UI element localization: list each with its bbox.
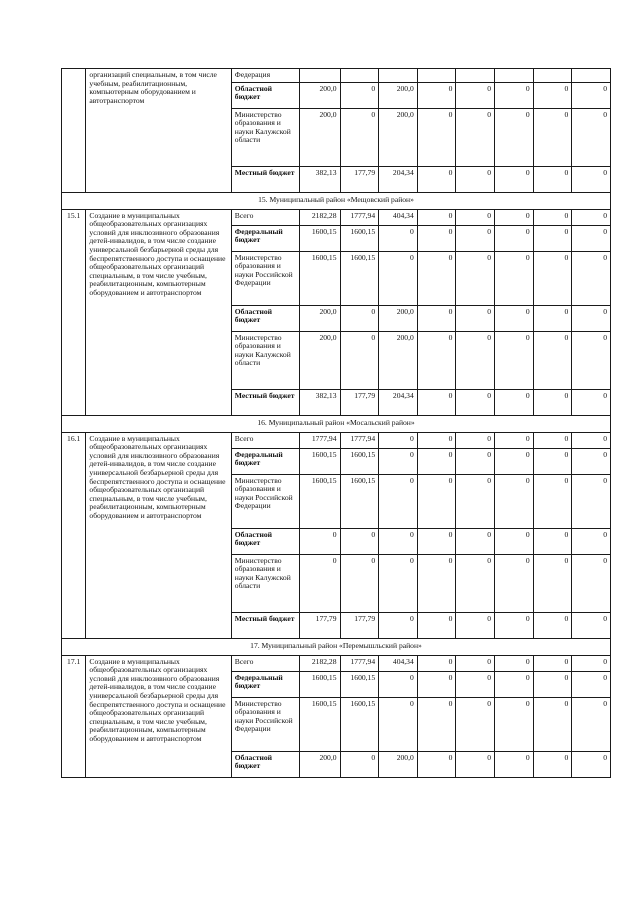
funding-source-label: Федеральный бюджет bbox=[234, 226, 283, 245]
amount-cell: 177,79 bbox=[340, 612, 379, 638]
amount-cell: 0 bbox=[456, 108, 495, 166]
district-header-row bbox=[62, 638, 611, 655]
amount-cell: 0 bbox=[456, 474, 495, 528]
amount-cell: 1600,15 bbox=[299, 671, 340, 697]
item-description: Создание в муниципальных общеобразовательных организациях условий для инклюзивного образования детей-инвалидов, в том числе создание универсальной безбарьерной среды для беспрепятственного доступа и оснащение общеобразовательных организаций специальным, в том числе учебным, реабилитационным, компьютерным оборудованием и автотранспортом bbox=[89, 656, 226, 743]
amount-cell: 0 bbox=[340, 108, 379, 166]
amount-cell: 204,34 bbox=[379, 166, 418, 192]
amount-cell: 0 bbox=[572, 554, 611, 612]
funding-source-label: Всего bbox=[234, 433, 254, 443]
amount-cell: 200,0 bbox=[379, 108, 418, 166]
amount-cell: 2182,28 bbox=[299, 209, 340, 225]
funding-source-cell bbox=[231, 331, 299, 389]
amount-cell: 0 bbox=[495, 655, 534, 671]
amount-cell: 200,0 bbox=[299, 751, 340, 777]
amount-cell: 0 bbox=[379, 225, 418, 251]
amount-cell: 0 bbox=[417, 554, 456, 612]
table-row bbox=[62, 432, 611, 448]
amount-cell: 0 bbox=[417, 209, 456, 225]
amount-cell: 200,0 bbox=[299, 108, 340, 166]
amount-cell: 0 bbox=[533, 751, 572, 777]
funding-source-cell bbox=[231, 108, 299, 166]
funding-source-cell bbox=[231, 69, 299, 83]
funding-source-cell bbox=[231, 432, 299, 448]
amount-cell bbox=[495, 69, 534, 83]
amount-cell: 200,0 bbox=[379, 305, 418, 331]
funding-source-label: Местный бюджет bbox=[234, 390, 295, 400]
amount-cell: 0 bbox=[456, 554, 495, 612]
district-title: 17. Муниципальный район «Перемышльский район» bbox=[62, 638, 611, 655]
item-description: Создание в муниципальных общеобразовательных организациях условий для инклюзивного образования детей-инвалидов, в том числе создание универсальной безбарьерной среды для беспрепятственного доступа и оснащение общеобразовательных организаций специальным, в том числе учебным, реабилитационным, компьютерным оборудованием и автотранспортом bbox=[89, 433, 226, 520]
funding-source-cell bbox=[231, 209, 299, 225]
amount-cell: 0 bbox=[572, 474, 611, 528]
amount-cell: 0 bbox=[495, 166, 534, 192]
amount-cell: 177,79 bbox=[340, 389, 379, 415]
amount-cell: 0 bbox=[456, 225, 495, 251]
funding-source-cell bbox=[231, 82, 299, 108]
amount-cell: 0 bbox=[417, 225, 456, 251]
funding-source-label: Федеральный бюджет bbox=[234, 672, 283, 691]
amount-cell: 0 bbox=[495, 389, 534, 415]
amount-cell: 0 bbox=[533, 166, 572, 192]
amount-cell: 200,0 bbox=[299, 305, 340, 331]
amount-cell: 0 bbox=[379, 474, 418, 528]
funding-source-label: Местный бюджет bbox=[234, 613, 295, 623]
funding-source-label: Всего bbox=[234, 210, 254, 220]
amount-cell: 0 bbox=[456, 209, 495, 225]
amount-cell: 0 bbox=[533, 225, 572, 251]
amount-cell: 1600,15 bbox=[299, 225, 340, 251]
amount-cell: 0 bbox=[379, 251, 418, 305]
funding-source-cell bbox=[231, 655, 299, 671]
amount-cell: 177,79 bbox=[299, 612, 340, 638]
item-description: организаций специальным, в том числе учебным, реабилитационным, компьютерным оборудованием и автотранспортом bbox=[89, 70, 217, 105]
funding-source-cell bbox=[231, 751, 299, 777]
amount-cell: 0 bbox=[572, 331, 611, 389]
amount-cell: 0 bbox=[340, 554, 379, 612]
amount-cell: 0 bbox=[417, 655, 456, 671]
amount-cell: 0 bbox=[495, 528, 534, 554]
amount-cell: 0 bbox=[456, 697, 495, 751]
amount-cell: 0 bbox=[417, 331, 456, 389]
amount-cell: 0 bbox=[572, 671, 611, 697]
amount-cell: 0 bbox=[495, 82, 534, 108]
item-number-cell bbox=[62, 69, 86, 193]
item-description-cell bbox=[86, 69, 231, 193]
amount-cell: 0 bbox=[495, 697, 534, 751]
funding-source-cell bbox=[231, 474, 299, 528]
amount-cell: 0 bbox=[299, 554, 340, 612]
amount-cell: 0 bbox=[456, 432, 495, 448]
amount-cell: 0 bbox=[533, 209, 572, 225]
funding-source-label: Областной бюджет bbox=[234, 752, 272, 771]
amount-cell: 0 bbox=[533, 432, 572, 448]
amount-cell: 0 bbox=[417, 612, 456, 638]
amount-cell: 0 bbox=[572, 251, 611, 305]
amount-cell: 0 bbox=[340, 82, 379, 108]
amount-cell: 0 bbox=[379, 554, 418, 612]
amount-cell: 0 bbox=[495, 751, 534, 777]
amount-cell: 0 bbox=[417, 82, 456, 108]
amount-cell: 200,0 bbox=[299, 331, 340, 389]
amount-cell: 404,34 bbox=[379, 209, 418, 225]
funding-source-cell bbox=[231, 389, 299, 415]
amount-cell: 0 bbox=[495, 225, 534, 251]
funding-source-label: Министерство образования и науки Калужской области bbox=[234, 555, 291, 591]
funding-source-cell bbox=[231, 671, 299, 697]
amount-cell: 1600,15 bbox=[299, 448, 340, 474]
amount-cell: 200,0 bbox=[379, 331, 418, 389]
amount-cell: 0 bbox=[379, 612, 418, 638]
funding-source-label: Местный бюджет bbox=[234, 167, 295, 177]
amount-cell: 0 bbox=[417, 166, 456, 192]
amount-cell: 1777,94 bbox=[340, 432, 379, 448]
amount-cell: 0 bbox=[456, 331, 495, 389]
amount-cell bbox=[417, 69, 456, 83]
amount-cell bbox=[572, 69, 611, 83]
amount-cell: 0 bbox=[572, 751, 611, 777]
funding-source-cell bbox=[231, 612, 299, 638]
budget-table bbox=[61, 68, 611, 778]
amount-cell: 1600,15 bbox=[340, 474, 379, 528]
amount-cell: 0 bbox=[456, 251, 495, 305]
amount-cell: 0 bbox=[572, 528, 611, 554]
funding-source-label: Министерство образования и науки Российской Федерации bbox=[234, 475, 293, 511]
amount-cell: 0 bbox=[572, 432, 611, 448]
amount-cell: 177,79 bbox=[340, 166, 379, 192]
amount-cell: 0 bbox=[417, 474, 456, 528]
amount-cell: 2182,28 bbox=[299, 655, 340, 671]
amount-cell: 200,0 bbox=[379, 751, 418, 777]
amount-cell: 0 bbox=[456, 389, 495, 415]
funding-source-label: Министерство образования и науки Российской Федерации bbox=[234, 252, 293, 288]
amount-cell: 0 bbox=[456, 751, 495, 777]
amount-cell: 1600,15 bbox=[340, 697, 379, 751]
funding-source-cell bbox=[231, 305, 299, 331]
amount-cell: 1777,94 bbox=[340, 655, 379, 671]
amount-cell bbox=[379, 69, 418, 83]
amount-cell: 1600,15 bbox=[340, 225, 379, 251]
amount-cell: 0 bbox=[572, 225, 611, 251]
amount-cell: 0 bbox=[495, 108, 534, 166]
amount-cell: 1777,94 bbox=[340, 209, 379, 225]
amount-cell: 0 bbox=[533, 389, 572, 415]
amount-cell: 200,0 bbox=[299, 82, 340, 108]
amount-cell: 0 bbox=[572, 108, 611, 166]
amount-cell: 0 bbox=[533, 448, 572, 474]
amount-cell: 0 bbox=[533, 331, 572, 389]
amount-cell: 0 bbox=[417, 751, 456, 777]
amount-cell bbox=[533, 69, 572, 83]
item-number-cell: 17.1 bbox=[62, 655, 86, 777]
amount-cell: 204,34 bbox=[379, 389, 418, 415]
amount-cell: 0 bbox=[572, 448, 611, 474]
amount-cell: 0 bbox=[533, 554, 572, 612]
funding-source-label: Областной бюджет bbox=[234, 83, 272, 102]
table-row bbox=[62, 209, 611, 225]
amount-cell: 0 bbox=[533, 251, 572, 305]
amount-cell: 0 bbox=[456, 82, 495, 108]
amount-cell: 0 bbox=[456, 671, 495, 697]
funding-source-cell bbox=[231, 166, 299, 192]
amount-cell: 0 bbox=[572, 389, 611, 415]
amount-cell: 1600,15 bbox=[299, 697, 340, 751]
district-title: 15. Муниципальный район «Мещовский район» bbox=[62, 192, 611, 209]
amount-cell: 0 bbox=[340, 305, 379, 331]
funding-source-label: Федерация bbox=[234, 70, 271, 79]
amount-cell: 1600,15 bbox=[340, 448, 379, 474]
amount-cell: 0 bbox=[379, 528, 418, 554]
amount-cell: 0 bbox=[417, 251, 456, 305]
amount-cell: 0 bbox=[417, 448, 456, 474]
amount-cell: 0 bbox=[533, 108, 572, 166]
amount-cell: 0 bbox=[495, 305, 534, 331]
amount-cell: 0 bbox=[417, 389, 456, 415]
item-description-cell bbox=[86, 432, 231, 638]
amount-cell: 0 bbox=[417, 697, 456, 751]
amount-cell: 404,34 bbox=[379, 655, 418, 671]
funding-source-label: Федеральный бюджет bbox=[234, 449, 283, 468]
funding-source-label: Всего bbox=[234, 656, 254, 666]
amount-cell: 0 bbox=[572, 305, 611, 331]
amount-cell: 0 bbox=[495, 671, 534, 697]
district-title: 16. Муниципальный район «Мосальский район» bbox=[62, 415, 611, 432]
amount-cell: 0 bbox=[533, 474, 572, 528]
amount-cell: 0 bbox=[495, 432, 534, 448]
amount-cell: 0 bbox=[417, 528, 456, 554]
amount-cell: 0 bbox=[495, 554, 534, 612]
amount-cell: 0 bbox=[456, 166, 495, 192]
funding-source-label: Министерство образования и науки Калужской области bbox=[234, 332, 291, 368]
amount-cell: 1600,15 bbox=[299, 474, 340, 528]
table-row bbox=[62, 655, 611, 671]
amount-cell: 0 bbox=[456, 448, 495, 474]
amount-cell: 0 bbox=[572, 82, 611, 108]
amount-cell: 0 bbox=[340, 528, 379, 554]
amount-cell: 0 bbox=[495, 331, 534, 389]
item-number-cell: 16.1 bbox=[62, 432, 86, 638]
funding-source-cell bbox=[231, 554, 299, 612]
amount-cell: 1777,94 bbox=[299, 432, 340, 448]
district-header-row bbox=[62, 192, 611, 209]
amount-cell: 0 bbox=[495, 251, 534, 305]
funding-source-cell bbox=[231, 448, 299, 474]
amount-cell: 1600,15 bbox=[299, 251, 340, 305]
amount-cell: 0 bbox=[533, 612, 572, 638]
amount-cell: 0 bbox=[533, 528, 572, 554]
amount-cell: 0 bbox=[340, 751, 379, 777]
funding-source-cell bbox=[231, 697, 299, 751]
funding-source-label: Министерство образования и науки Калужской области bbox=[234, 109, 291, 145]
funding-source-label: Областной бюджет bbox=[234, 306, 272, 325]
amount-cell: 0 bbox=[572, 697, 611, 751]
amount-cell: 0 bbox=[417, 305, 456, 331]
amount-cell: 0 bbox=[379, 448, 418, 474]
amount-cell: 0 bbox=[495, 209, 534, 225]
amount-cell: 0 bbox=[379, 697, 418, 751]
funding-source-label: Министерство образования и науки Российской Федерации bbox=[234, 698, 293, 734]
amount-cell: 0 bbox=[533, 82, 572, 108]
amount-cell: 1600,15 bbox=[340, 671, 379, 697]
amount-cell: 0 bbox=[572, 209, 611, 225]
amount-cell: 0 bbox=[417, 432, 456, 448]
amount-cell: 0 bbox=[495, 448, 534, 474]
amount-cell: 0 bbox=[572, 655, 611, 671]
amount-cell: 0 bbox=[299, 528, 340, 554]
funding-source-cell bbox=[231, 251, 299, 305]
funding-source-cell bbox=[231, 225, 299, 251]
funding-source-label: Областной бюджет bbox=[234, 529, 272, 548]
amount-cell bbox=[299, 69, 340, 83]
table-row bbox=[62, 69, 611, 83]
district-header-row bbox=[62, 415, 611, 432]
amount-cell: 0 bbox=[456, 612, 495, 638]
amount-cell: 382,13 bbox=[299, 389, 340, 415]
amount-cell: 0 bbox=[417, 671, 456, 697]
amount-cell: 0 bbox=[379, 671, 418, 697]
amount-cell: 0 bbox=[456, 528, 495, 554]
amount-cell bbox=[456, 69, 495, 83]
amount-cell: 0 bbox=[572, 612, 611, 638]
amount-cell: 0 bbox=[572, 166, 611, 192]
item-description-cell bbox=[86, 209, 231, 415]
amount-cell: 0 bbox=[495, 612, 534, 638]
amount-cell: 0 bbox=[533, 697, 572, 751]
amount-cell: 1600,15 bbox=[340, 251, 379, 305]
amount-cell: 0 bbox=[456, 305, 495, 331]
item-description-cell bbox=[86, 655, 231, 777]
amount-cell bbox=[340, 69, 379, 83]
amount-cell: 0 bbox=[533, 671, 572, 697]
amount-cell: 382,13 bbox=[299, 166, 340, 192]
amount-cell: 0 bbox=[456, 655, 495, 671]
amount-cell: 0 bbox=[533, 305, 572, 331]
item-number-cell: 15.1 bbox=[62, 209, 86, 415]
item-description: Создание в муниципальных общеобразовательных организациях условий для инклюзивного образования детей-инвалидов, в том числе создание универсальной безбарьерной среды для беспрепятственного доступа и оснащение общеобразовательных организаций специальным, в том числе учебным, реабилитационным, компьютерным оборудованием и автотранспортом bbox=[89, 210, 226, 297]
amount-cell: 200,0 bbox=[379, 82, 418, 108]
amount-cell: 0 bbox=[495, 474, 534, 528]
amount-cell: 0 bbox=[379, 432, 418, 448]
amount-cell: 0 bbox=[340, 331, 379, 389]
amount-cell: 0 bbox=[533, 655, 572, 671]
amount-cell: 0 bbox=[417, 108, 456, 166]
funding-source-cell bbox=[231, 528, 299, 554]
